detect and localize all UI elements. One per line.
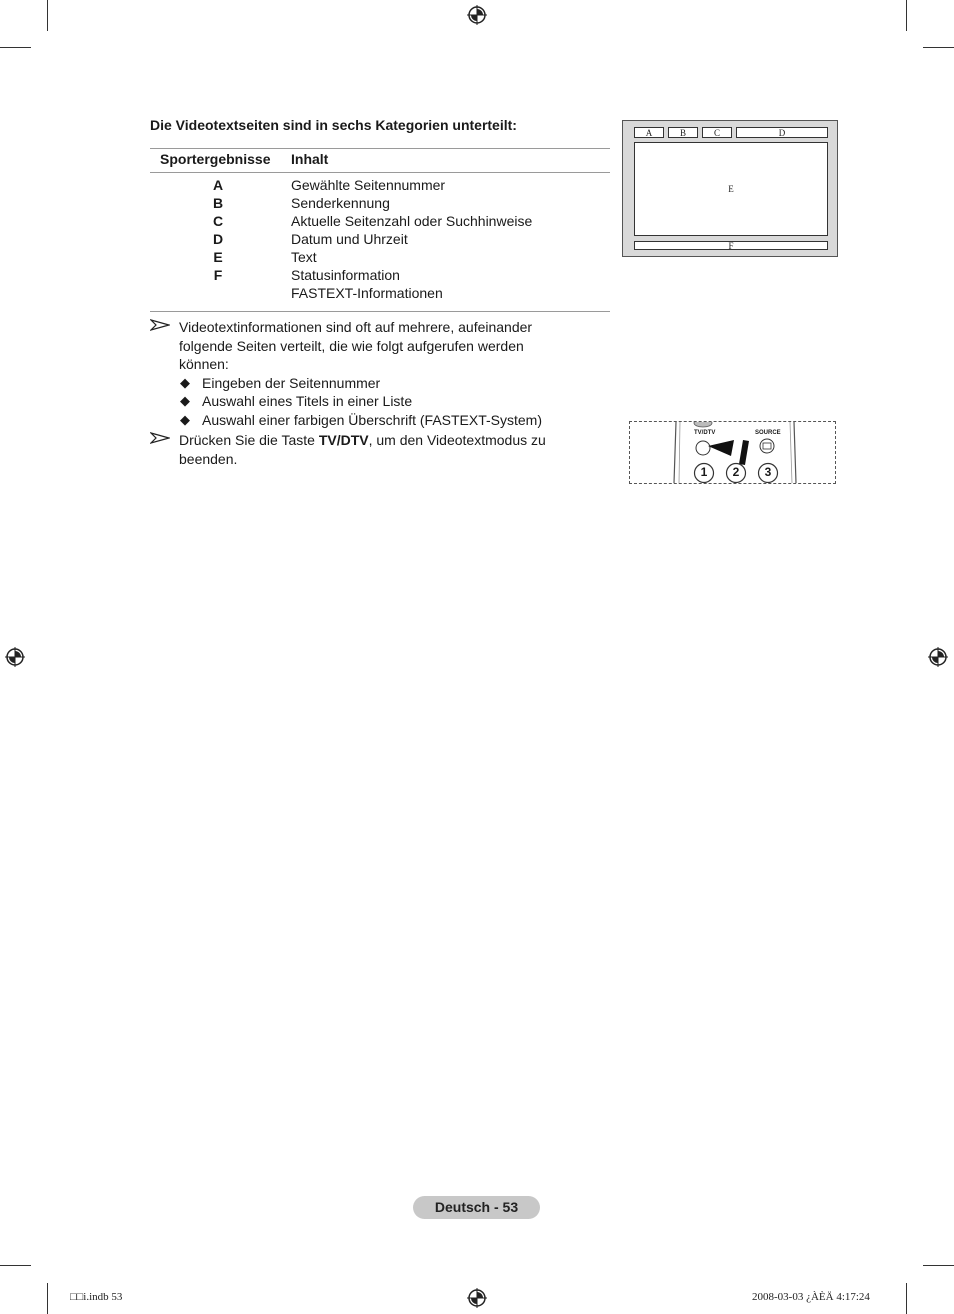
registration-mark-icon — [4, 646, 26, 668]
crop-mark — [0, 1265, 31, 1266]
diagram-label-a: A — [634, 127, 664, 138]
diagram-label-f: F — [634, 241, 828, 250]
note-text — [179, 318, 599, 374]
print-slug-right: 2008-03-03 ¿ÀÈÄ 4:17:24 — [752, 1291, 870, 1303]
note-line: können: — [179, 356, 229, 372]
remote-button-2: 2 — [732, 465, 740, 479]
page-number-badge: Deutsch - 53 — [413, 1196, 540, 1219]
note-prefix: Drücken Sie die Taste — [179, 432, 319, 448]
table-bottom-rule — [150, 311, 610, 312]
table-header-category: Sportergebnisse — [160, 151, 271, 167]
row-description: Datum und Uhrzeit — [291, 231, 408, 247]
print-slug-left: □□i.indb 53 — [70, 1291, 123, 1303]
crop-mark — [0, 47, 31, 48]
row-description: Gewählte Seitennummer — [291, 177, 446, 193]
row-letter: C — [212, 213, 224, 229]
diamond-bullet-icon: ◆ — [180, 393, 190, 408]
crop-mark — [923, 1265, 954, 1266]
crop-mark — [923, 47, 954, 48]
registration-mark-icon — [466, 1287, 488, 1309]
remote-illustration — [629, 421, 836, 484]
crop-mark — [47, 0, 48, 31]
note-line — [179, 431, 599, 450]
row-description: Text — [291, 249, 317, 265]
table-top-rule — [150, 148, 610, 149]
registration-mark-icon — [466, 4, 488, 26]
row-letter: A — [212, 177, 224, 193]
remote-button-3: 3 — [764, 465, 772, 479]
tvdtv-button-label: TV/DTV — [694, 430, 716, 436]
diagram-label-c: C — [702, 127, 732, 138]
note-line: Videotextinformationen sind oft auf mehrere, aufeinander — [179, 319, 533, 335]
note-line: folgende Seiten verteilt, die wie folgt aufgerufen werden — [179, 337, 524, 354]
note-suffix: , um den Videotextmodus zu — [368, 432, 546, 448]
source-button-label: SOURCE — [755, 430, 781, 436]
table-header-content: Inhalt — [291, 151, 329, 167]
diagram-label-b: B — [668, 127, 698, 138]
diamond-bullet-icon: ◆ — [180, 412, 190, 427]
table-header-rule — [150, 172, 610, 173]
diamond-bullet-icon: ◆ — [180, 375, 190, 390]
crop-mark — [906, 0, 907, 31]
crop-mark — [47, 1283, 48, 1314]
bullet-item: Eingeben der Seitennummer — [202, 375, 381, 391]
row-description: Aktuelle Seitenzahl oder Suchhinweise — [291, 213, 533, 229]
bullet-item: Auswahl einer farbigen Überschrift (FASTEXT-System) — [202, 412, 543, 428]
registration-mark-icon — [927, 646, 949, 668]
section-intro: Die Videotextseiten sind in sechs Kategorien unterteilt: — [150, 117, 517, 133]
bullet-item: Auswahl eines Titels in einer Liste — [202, 393, 413, 409]
note-arrow-icon — [150, 432, 170, 444]
note-line: beenden. — [179, 450, 238, 467]
note-arrow-icon — [150, 319, 170, 331]
row-letter: F — [213, 267, 223, 283]
row-letter: D — [212, 231, 224, 247]
diagram-label-d: D — [736, 127, 828, 138]
note-text — [179, 431, 599, 468]
crop-mark — [906, 1283, 907, 1314]
diagram-label-e: E — [634, 142, 828, 236]
row-letter: E — [213, 249, 223, 265]
teletext-screen-diagram — [622, 120, 838, 257]
row-description: FASTEXT-Informationen — [291, 285, 443, 301]
key-name: TV/DTV — [318, 432, 369, 448]
row-description: Statusinformation — [291, 267, 400, 283]
row-description: Senderkennung — [291, 195, 390, 211]
remote-button-1: 1 — [700, 465, 708, 479]
row-letter: B — [212, 195, 224, 211]
